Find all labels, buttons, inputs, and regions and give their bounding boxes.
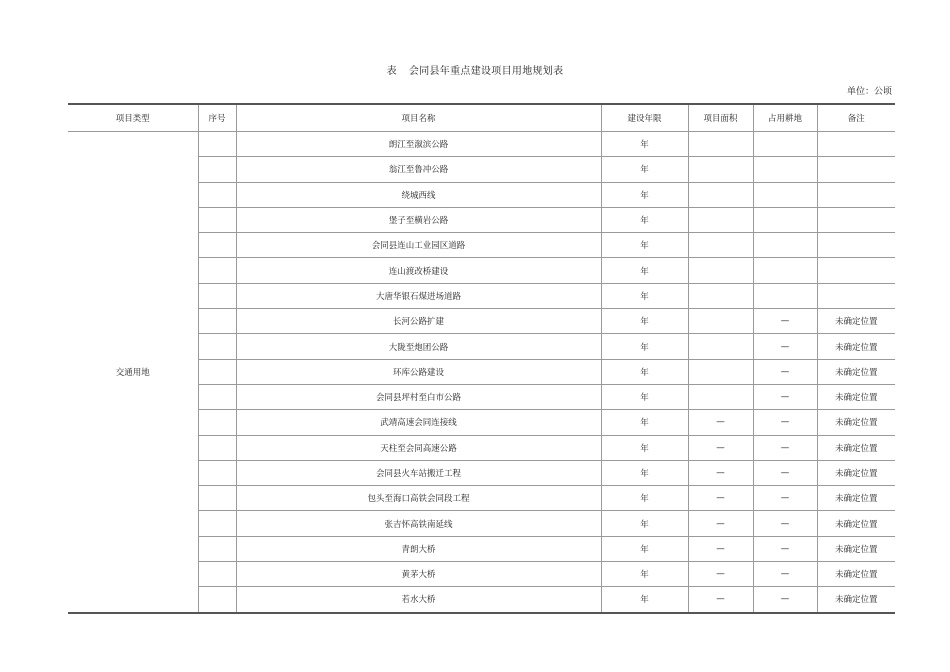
index-cell <box>198 207 236 232</box>
note-cell <box>817 132 895 157</box>
note-cell <box>817 207 895 232</box>
index-cell <box>198 334 236 359</box>
project-land-table <box>68 103 895 614</box>
header-year: 建设年限 <box>601 104 688 132</box>
project-name-cell: 长河公路扩建 <box>236 309 601 334</box>
project-name-cell: 青朗大桥 <box>236 536 601 561</box>
header-farmland: 占用耕地 <box>753 104 817 132</box>
year-cell: 年 <box>601 359 688 384</box>
project-name-cell: 黄茅大桥 <box>236 562 601 587</box>
area-cell <box>688 132 753 157</box>
farmland-cell: — <box>753 536 817 561</box>
table-body <box>68 132 895 613</box>
note-cell: 未确定位置 <box>817 460 895 485</box>
project-name-cell: 大唐华银石煤进场道路 <box>236 283 601 308</box>
project-name-cell: 会同县连山工业园区道路 <box>236 233 601 258</box>
area-cell <box>688 157 753 182</box>
area-cell: — <box>688 536 753 561</box>
table-header-row <box>68 104 895 132</box>
index-cell <box>198 309 236 334</box>
note-cell: 未确定位置 <box>817 562 895 587</box>
project-name-cell: 连山渡改桥建设 <box>236 258 601 283</box>
note-cell: 未确定位置 <box>817 486 895 511</box>
farmland-cell <box>753 182 817 207</box>
header-note: 备注 <box>817 104 895 132</box>
project-name-cell: 翁江至鲁冲公路 <box>236 157 601 182</box>
farmland-cell: — <box>753 435 817 460</box>
index-cell <box>198 511 236 536</box>
index-cell <box>198 435 236 460</box>
area-cell: — <box>688 587 753 613</box>
project-name-cell: 张吉怀高铁南延线 <box>236 511 601 536</box>
area-cell: — <box>688 435 753 460</box>
area-cell <box>688 182 753 207</box>
year-cell: 年 <box>601 258 688 283</box>
year-cell: 年 <box>601 207 688 232</box>
year-cell: 年 <box>601 233 688 258</box>
index-cell <box>198 562 236 587</box>
title-main: 会同县年重点建设项目用地规划表 <box>408 66 564 77</box>
note-cell: 未确定位置 <box>817 359 895 384</box>
area-cell <box>688 207 753 232</box>
header-name: 项目名称 <box>236 104 601 132</box>
category-cell: 交通用地 <box>68 132 198 613</box>
project-name-cell: 堡子至横岩公路 <box>236 207 601 232</box>
project-name-cell: 天柱至会同高速公路 <box>236 435 601 460</box>
farmland-cell <box>753 233 817 258</box>
project-name-cell: 大陇至炮团公路 <box>236 334 601 359</box>
index-cell <box>198 182 236 207</box>
area-cell <box>688 283 753 308</box>
farmland-cell: — <box>753 587 817 613</box>
farmland-cell <box>753 132 817 157</box>
project-name-cell: 环库公路建设 <box>236 359 601 384</box>
year-cell: 年 <box>601 384 688 409</box>
area-cell <box>688 384 753 409</box>
note-cell: 未确定位置 <box>817 334 895 359</box>
area-cell: — <box>688 486 753 511</box>
index-cell <box>198 233 236 258</box>
header-index: 序号 <box>198 104 236 132</box>
index-cell <box>198 157 236 182</box>
year-cell: 年 <box>601 157 688 182</box>
note-cell: 未确定位置 <box>817 309 895 334</box>
project-name-cell: 绕城西线 <box>236 182 601 207</box>
year-cell: 年 <box>601 309 688 334</box>
farmland-cell: — <box>753 334 817 359</box>
area-cell <box>688 233 753 258</box>
year-cell: 年 <box>601 283 688 308</box>
farmland-cell: — <box>753 359 817 384</box>
index-cell <box>198 536 236 561</box>
farmland-cell <box>753 157 817 182</box>
area-cell <box>688 309 753 334</box>
note-cell: 未确定位置 <box>817 587 895 613</box>
note-cell: 未确定位置 <box>817 536 895 561</box>
farmland-cell <box>753 258 817 283</box>
project-name-cell: 朗江至溆滨公路 <box>236 132 601 157</box>
farmland-cell <box>753 207 817 232</box>
year-cell: 年 <box>601 511 688 536</box>
index-cell <box>198 283 236 308</box>
year-cell: 年 <box>601 182 688 207</box>
year-cell: 年 <box>601 587 688 613</box>
project-name-cell: 包头至海口高铁会同段工程 <box>236 486 601 511</box>
year-cell: 年 <box>601 486 688 511</box>
index-cell <box>198 384 236 409</box>
year-cell: 年 <box>601 410 688 435</box>
project-name-cell: 若水大桥 <box>236 587 601 613</box>
project-name-cell: 会同县坪村至白市公路 <box>236 384 601 409</box>
project-name-cell: 会同县火车站搬迁工程 <box>236 460 601 485</box>
note-cell: 未确定位置 <box>817 511 895 536</box>
note-cell <box>817 233 895 258</box>
farmland-cell: — <box>753 511 817 536</box>
note-cell: 未确定位置 <box>817 384 895 409</box>
farmland-cell: — <box>753 486 817 511</box>
index-cell <box>198 486 236 511</box>
project-name-cell: 武靖高速会同连接线 <box>236 410 601 435</box>
area-cell: — <box>688 562 753 587</box>
index-cell <box>198 359 236 384</box>
area-cell <box>688 258 753 283</box>
note-cell: 未确定位置 <box>817 435 895 460</box>
year-cell: 年 <box>601 435 688 460</box>
header-type: 项目类型 <box>68 104 198 132</box>
note-cell <box>817 283 895 308</box>
year-cell: 年 <box>601 132 688 157</box>
year-cell: 年 <box>601 334 688 359</box>
area-cell <box>688 359 753 384</box>
note-cell <box>817 157 895 182</box>
note-cell <box>817 182 895 207</box>
farmland-cell: — <box>753 410 817 435</box>
area-cell <box>688 334 753 359</box>
title-prefix: 表 <box>386 66 397 77</box>
farmland-cell: — <box>753 460 817 485</box>
farmland-cell: — <box>753 562 817 587</box>
area-cell: — <box>688 511 753 536</box>
header-area: 项目面积 <box>688 104 753 132</box>
area-cell: — <box>688 410 753 435</box>
table-row <box>68 132 895 157</box>
farmland-cell <box>753 283 817 308</box>
note-cell <box>817 258 895 283</box>
index-cell <box>198 132 236 157</box>
area-cell: — <box>688 460 753 485</box>
note-cell: 未确定位置 <box>817 410 895 435</box>
index-cell <box>198 258 236 283</box>
farmland-cell: — <box>753 309 817 334</box>
page-title <box>0 62 950 77</box>
index-cell <box>198 460 236 485</box>
unit-label: 单位：公顷 <box>846 87 892 97</box>
year-cell: 年 <box>601 536 688 561</box>
year-cell: 年 <box>601 460 688 485</box>
year-cell: 年 <box>601 562 688 587</box>
index-cell <box>198 587 236 613</box>
farmland-cell: — <box>753 384 817 409</box>
index-cell <box>198 410 236 435</box>
